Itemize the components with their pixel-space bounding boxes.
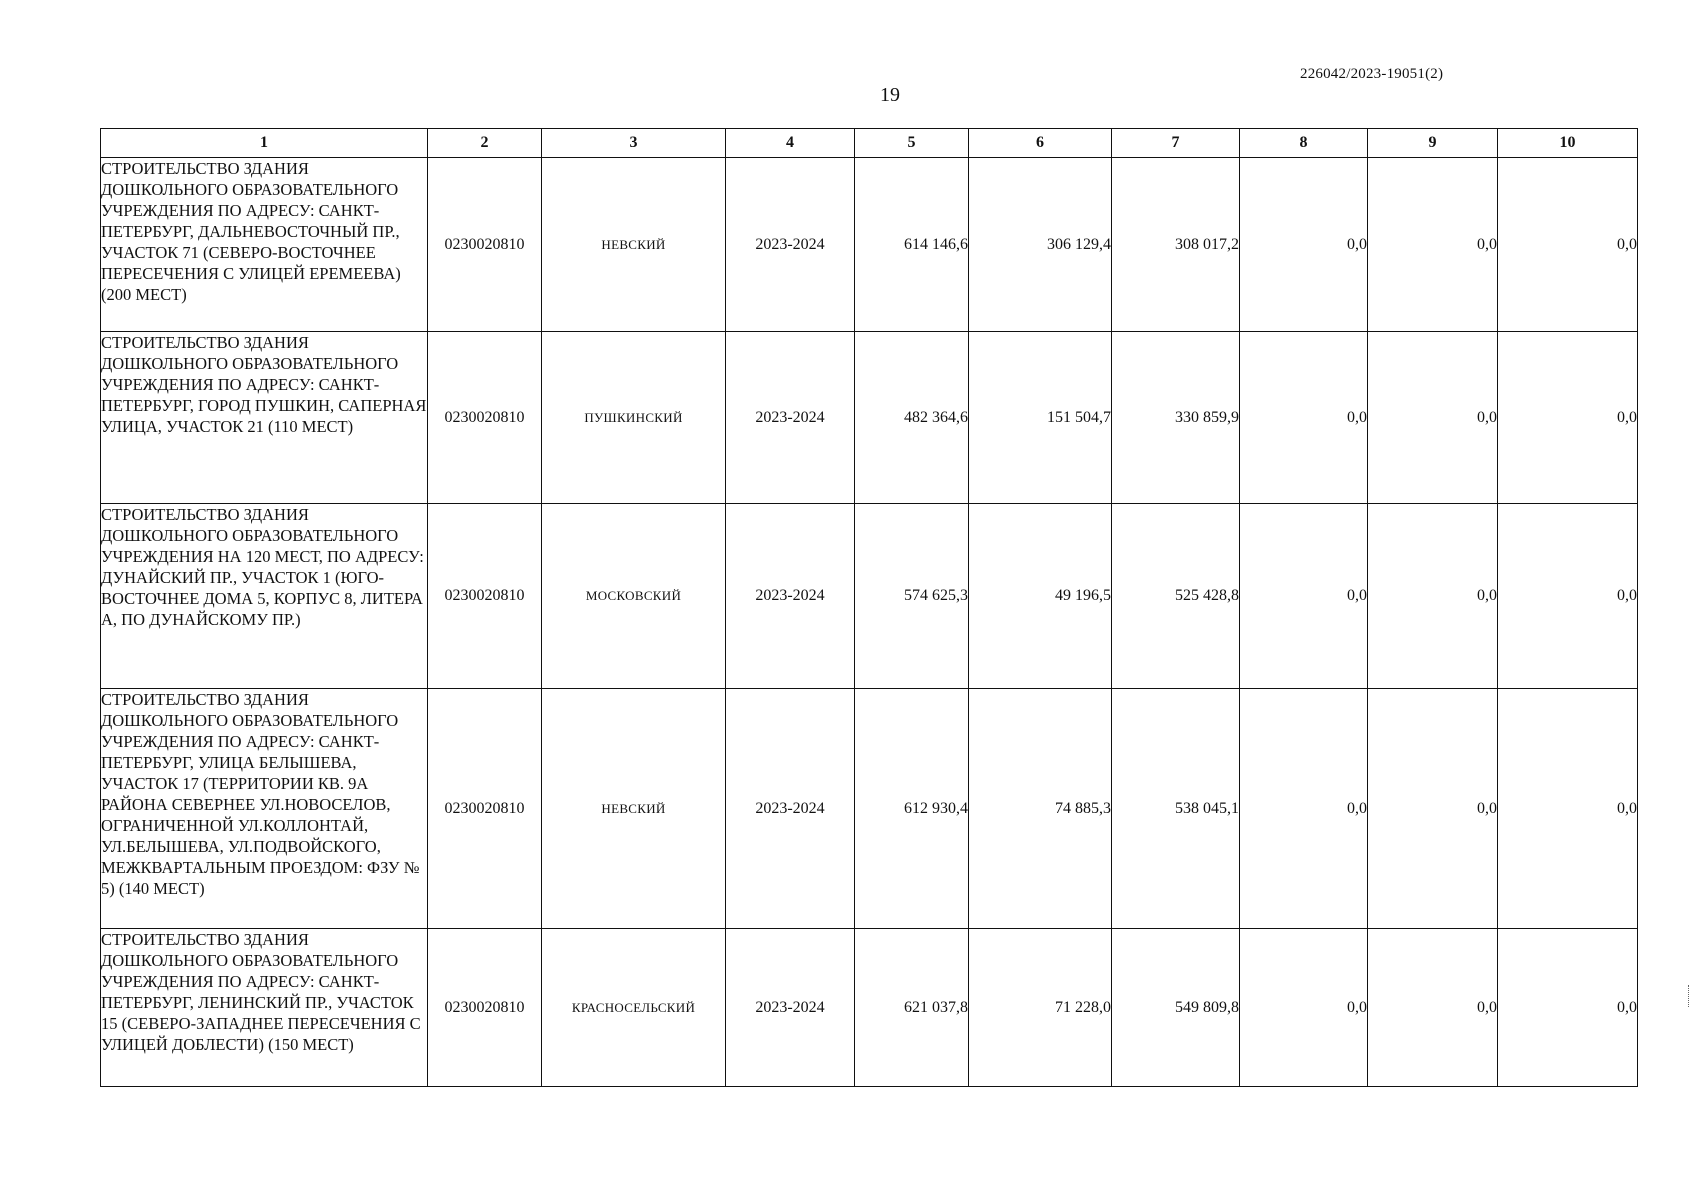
value-col-7: 308 017,2	[1112, 158, 1240, 332]
value-col-8: 0,0	[1240, 332, 1368, 504]
value-col-7: 525 428,8	[1112, 504, 1240, 689]
column-header: 3	[542, 129, 726, 158]
column-header: 6	[969, 129, 1112, 158]
table-row	[101, 504, 1638, 689]
column-number-row	[101, 129, 1638, 158]
table-row	[101, 689, 1638, 929]
column-header: 2	[428, 129, 542, 158]
object-description: СТРОИТЕЛЬСТВО ЗДАНИЯ ДОШКОЛЬНОГО ОБРАЗОВАТЕЛЬНОГО УЧРЕЖДЕНИЯ ПО АДРЕСУ: САНКТ-ПЕТЕРБУРГ, УЛИЦА БЕЛЫШЕВА, УЧАСТОК 17 (ТЕРРИТОРИИ КВ. 9А РАЙОНА СЕВЕРНЕЕ УЛ.НОВОСЕЛОВ, ОГРАНИЧЕННОЙ УЛ.КОЛЛОНТАЙ, УЛ.БЕЛЫШЕВА, УЛ.ПОДВОЙСКОГО, МЕЖКВАРТАЛЬНЫМ ПРОЕЗДОМ: ФЗУ № 5) (140 МЕСТ)	[101, 689, 428, 929]
value-col-5: 614 146,6	[855, 158, 969, 332]
value-col-8: 0,0	[1240, 504, 1368, 689]
value-col-6: 71 228,0	[969, 929, 1112, 1087]
value-col-9: 0,0	[1368, 504, 1498, 689]
value-col-7: 330 859,9	[1112, 332, 1240, 504]
implementation-period: 2023-2024	[726, 504, 855, 689]
value-col-8: 0,0	[1240, 689, 1368, 929]
district-name: КРАСНОСЕЛЬСКИЙ	[542, 929, 726, 1087]
budget-code: 0230020810	[428, 929, 542, 1087]
scan-margin-mark	[1688, 985, 1691, 1007]
object-description: СТРОИТЕЛЬСТВО ЗДАНИЯ ДОШКОЛЬНОГО ОБРАЗОВАТЕЛЬНОГО УЧРЕЖДЕНИЯ ПО АДРЕСУ: САНКТ-ПЕТЕРБУРГ, ГОРОД ПУШКИН, САПЕРНАЯ УЛИЦА, УЧАСТОК 21 (110 МЕСТ)	[101, 332, 428, 504]
value-col-9: 0,0	[1368, 929, 1498, 1087]
object-description: СТРОИТЕЛЬСТВО ЗДАНИЯ ДОШКОЛЬНОГО ОБРАЗОВАТЕЛЬНОГО УЧРЕЖДЕНИЯ ПО АДРЕСУ: САНКТ-ПЕТЕРБУРГ, ДАЛЬНЕВОСТОЧНЫЙ ПР., УЧАСТОК 71 (СЕВЕРО-ВОСТОЧНЕЕ ПЕРЕСЕЧЕНИЯ С УЛИЦЕЙ ЕРЕМЕЕВА) (200 МЕСТ)	[101, 158, 428, 332]
value-col-9: 0,0	[1368, 689, 1498, 929]
value-col-7: 549 809,8	[1112, 929, 1240, 1087]
implementation-period: 2023-2024	[726, 689, 855, 929]
value-col-5: 621 037,8	[855, 929, 969, 1087]
budget-code: 0230020810	[428, 158, 542, 332]
value-col-8: 0,0	[1240, 158, 1368, 332]
column-header: 1	[101, 129, 428, 158]
column-header: 10	[1498, 129, 1638, 158]
value-col-10: 0,0	[1498, 504, 1638, 689]
column-header: 7	[1112, 129, 1240, 158]
value-col-5: 574 625,3	[855, 504, 969, 689]
value-col-6: 74 885,3	[969, 689, 1112, 929]
value-col-10: 0,0	[1498, 332, 1638, 504]
table-row	[101, 332, 1638, 504]
page-number: 19	[880, 84, 900, 106]
column-header: 5	[855, 129, 969, 158]
budget-code: 0230020810	[428, 689, 542, 929]
budget-code: 0230020810	[428, 332, 542, 504]
implementation-period: 2023-2024	[726, 158, 855, 332]
object-description: СТРОИТЕЛЬСТВО ЗДАНИЯ ДОШКОЛЬНОГО ОБРАЗОВАТЕЛЬНОГО УЧРЕЖДЕНИЯ НА 120 МЕСТ, ПО АДРЕСУ: ДУНАЙСКИЙ ПР., УЧАСТОК 1 (ЮГО-ВОСТОЧНЕЕ ДОМА 5, КОРПУС 8, ЛИТЕРА А, ПО ДУНАЙСКОМУ ПР.)	[101, 504, 428, 689]
object-description: СТРОИТЕЛЬСТВО ЗДАНИЯ ДОШКОЛЬНОГО ОБРАЗОВАТЕЛЬНОГО УЧРЕЖДЕНИЯ ПО АДРЕСУ: САНКТ-ПЕТЕРБУРГ, ЛЕНИНСКИЙ ПР., УЧАСТОК 15 (СЕВЕРО-ЗАПАДНЕЕ ПЕРЕСЕЧЕНИЯ С УЛИЦЕЙ ДОБЛЕСТИ) (150 МЕСТ)	[101, 929, 428, 1087]
value-col-5: 612 930,4	[855, 689, 969, 929]
value-col-10: 0,0	[1498, 689, 1638, 929]
table-row	[101, 929, 1638, 1087]
document-id: 226042/2023-19051(2)	[1300, 66, 1444, 82]
value-col-8: 0,0	[1240, 929, 1368, 1087]
value-col-7: 538 045,1	[1112, 689, 1240, 929]
implementation-period: 2023-2024	[726, 929, 855, 1087]
budget-code: 0230020810	[428, 504, 542, 689]
value-col-10: 0,0	[1498, 158, 1638, 332]
district-name: МОСКОВСКИЙ	[542, 504, 726, 689]
value-col-10: 0,0	[1498, 929, 1638, 1087]
column-header: 4	[726, 129, 855, 158]
column-header: 9	[1368, 129, 1498, 158]
value-col-9: 0,0	[1368, 332, 1498, 504]
value-col-6: 151 504,7	[969, 332, 1112, 504]
district-name: ПУШКИНСКИЙ	[542, 332, 726, 504]
column-header: 8	[1240, 129, 1368, 158]
construction-table	[100, 128, 1638, 1087]
value-col-5: 482 364,6	[855, 332, 969, 504]
district-name: НЕВСКИЙ	[542, 158, 726, 332]
district-name: НЕВСКИЙ	[542, 689, 726, 929]
implementation-period: 2023-2024	[726, 332, 855, 504]
table-row	[101, 158, 1638, 332]
value-col-6: 306 129,4	[969, 158, 1112, 332]
value-col-6: 49 196,5	[969, 504, 1112, 689]
value-col-9: 0,0	[1368, 158, 1498, 332]
